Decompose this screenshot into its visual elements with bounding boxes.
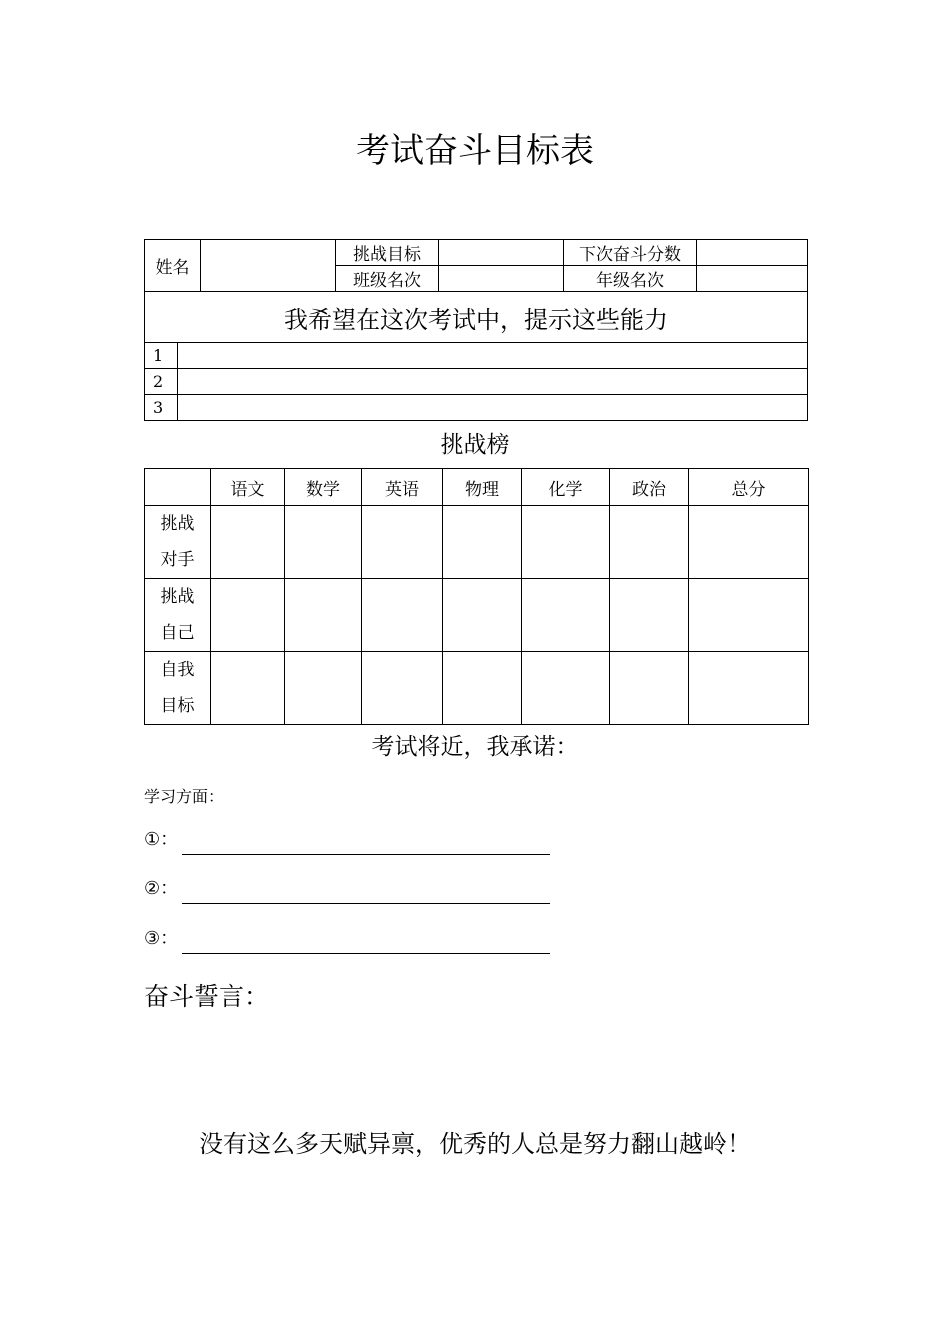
ability-row-number: 3 xyxy=(145,395,178,421)
score-cell[interactable] xyxy=(362,506,443,579)
pledge-item[interactable] xyxy=(144,874,554,904)
score-cell[interactable] xyxy=(285,652,362,725)
grade-rank-label: 年级名次 xyxy=(564,266,697,292)
score-cell[interactable] xyxy=(285,506,362,579)
pledge-underline xyxy=(182,953,550,954)
class-rank-field[interactable] xyxy=(439,266,564,292)
subject-header: 政治 xyxy=(610,469,689,506)
score-cell[interactable] xyxy=(362,652,443,725)
ability-heading: 我希望在这次考试中，提示这些能力 xyxy=(145,292,808,343)
next-score-label: 下次奋斗分数 xyxy=(564,240,697,266)
pledge-marker: ②： xyxy=(144,878,179,899)
challenge-table xyxy=(144,468,809,725)
score-cell[interactable] xyxy=(689,506,809,579)
corner-cell xyxy=(145,469,211,506)
score-cell[interactable] xyxy=(689,579,809,652)
pledge-marker: ①： xyxy=(144,829,179,850)
promise-heading: 考试将近，我承诺： xyxy=(371,734,579,760)
challenge-target-label: 挑战目标 xyxy=(336,240,439,266)
ability-row-number: 1 xyxy=(145,343,178,369)
subject-header: 物理 xyxy=(443,469,522,506)
subject-header: 化学 xyxy=(522,469,610,506)
subject-header: 英语 xyxy=(362,469,443,506)
score-cell[interactable] xyxy=(285,579,362,652)
next-score-field[interactable] xyxy=(697,240,808,266)
pledge-underline xyxy=(182,854,550,855)
name-label: 姓名 xyxy=(145,240,201,292)
score-cell[interactable] xyxy=(443,579,522,652)
grade-rank-field[interactable] xyxy=(697,266,808,292)
score-cell[interactable] xyxy=(211,579,285,652)
score-cell[interactable] xyxy=(522,652,610,725)
score-cell[interactable] xyxy=(610,506,689,579)
pledge-underline xyxy=(182,903,550,904)
score-cell[interactable] xyxy=(610,652,689,725)
oath-label: 奋斗誓言： xyxy=(144,982,270,1011)
ability-row-field[interactable] xyxy=(178,369,808,395)
class-rank-label: 班级名次 xyxy=(336,266,439,292)
study-label: 学习方面： xyxy=(144,787,225,806)
score-cell[interactable] xyxy=(443,506,522,579)
score-cell[interactable] xyxy=(689,652,809,725)
pledge-item[interactable] xyxy=(144,825,554,855)
subject-header: 总分 xyxy=(689,469,809,506)
pledge-item[interactable] xyxy=(144,924,554,954)
info-table xyxy=(144,239,808,421)
score-cell[interactable] xyxy=(211,652,285,725)
score-cell[interactable] xyxy=(522,506,610,579)
score-cell[interactable] xyxy=(443,652,522,725)
name-field[interactable] xyxy=(201,240,336,292)
row-label-opponent: 挑战 对手 xyxy=(145,506,211,579)
ability-row-number: 2 xyxy=(145,369,178,395)
score-cell[interactable] xyxy=(610,579,689,652)
row-label-goal: 自我 目标 xyxy=(145,652,211,725)
motto: 没有这么多天赋异禀，优秀的人总是努力翻山越岭！ xyxy=(199,1130,751,1158)
pledge-marker: ③： xyxy=(144,928,179,949)
score-cell[interactable] xyxy=(522,579,610,652)
challenge-target-field[interactable] xyxy=(439,240,564,266)
ability-row-field[interactable] xyxy=(178,343,808,369)
subject-header: 语文 xyxy=(211,469,285,506)
subject-header: 数学 xyxy=(285,469,362,506)
page-title: 考试奋斗目标表 xyxy=(356,131,594,171)
score-cell[interactable] xyxy=(211,506,285,579)
score-cell[interactable] xyxy=(362,579,443,652)
row-label-self: 挑战 自己 xyxy=(145,579,211,652)
challenge-heading: 挑战榜 xyxy=(440,432,510,458)
ability-row-field[interactable] xyxy=(178,395,808,421)
